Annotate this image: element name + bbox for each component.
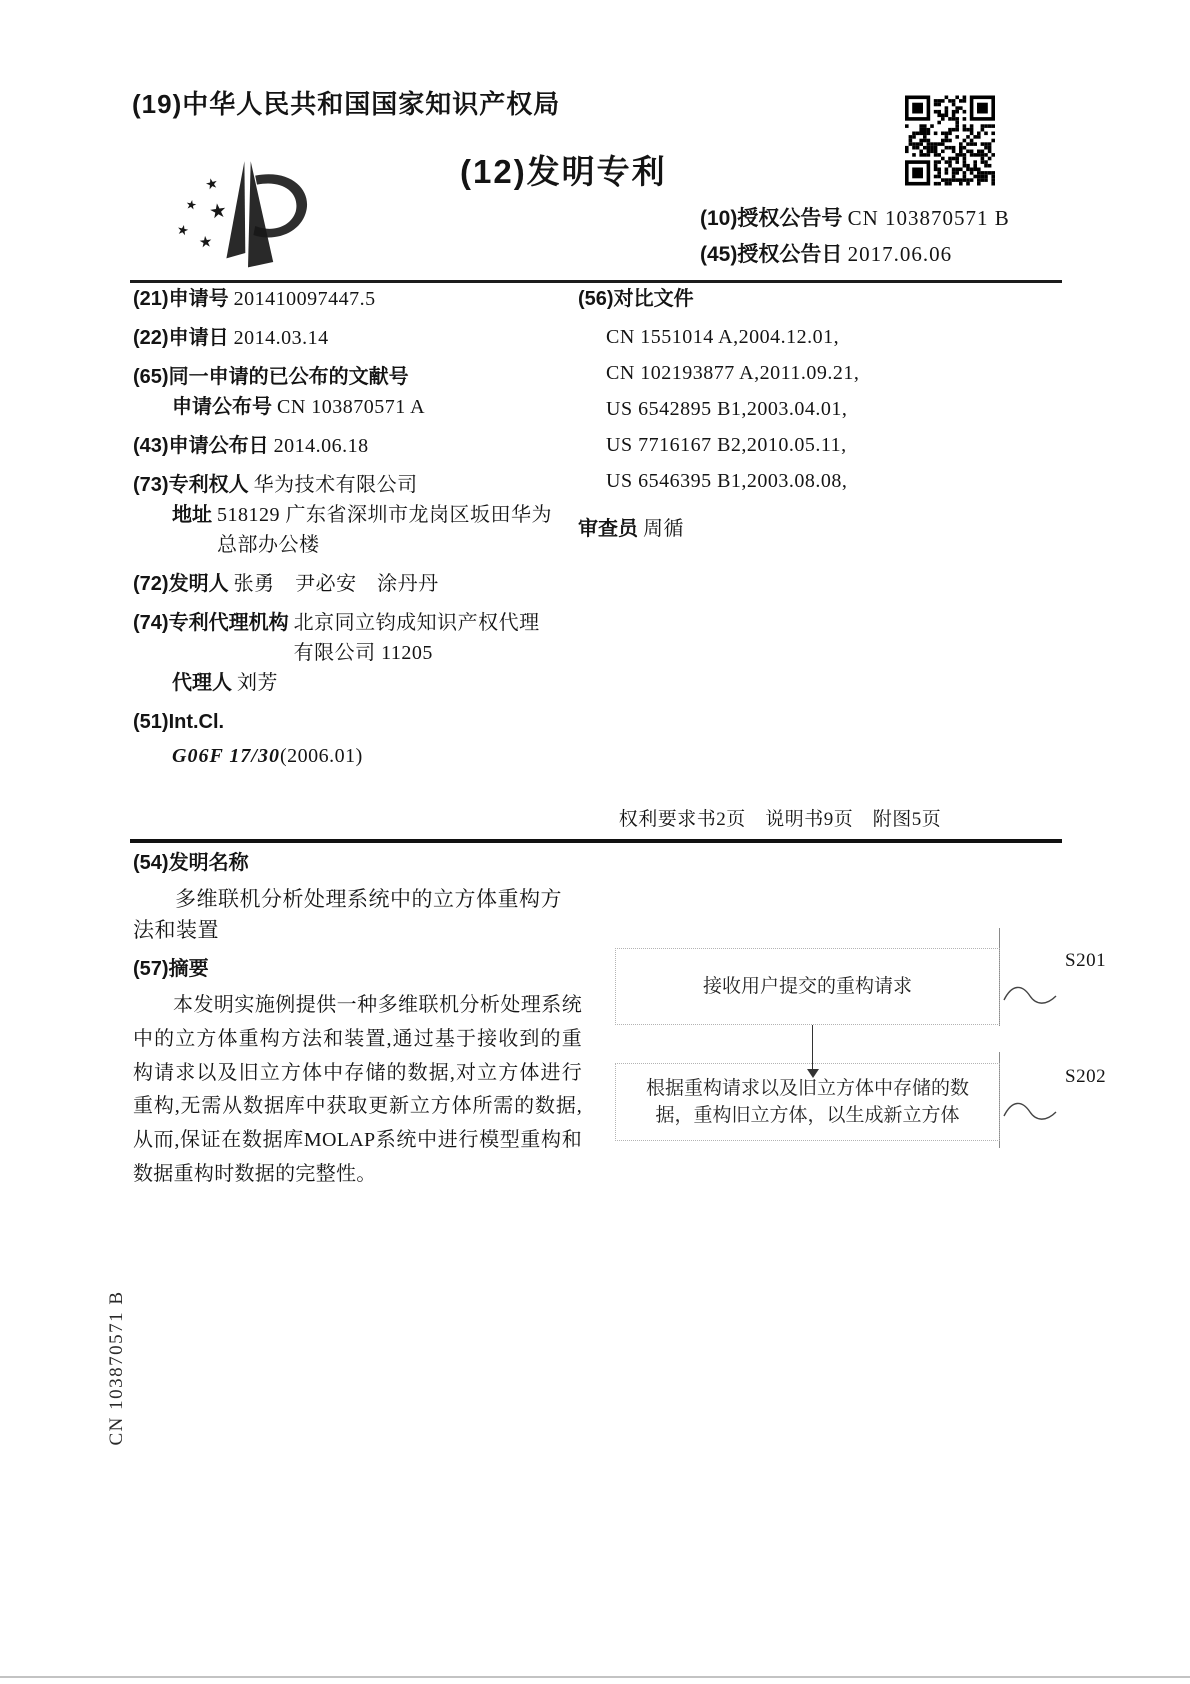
abstract-figure-flowchart [578, 940, 1158, 1170]
inventors-value: 张勇 尹必安 涂丹丹 [233, 573, 439, 595]
citation-item: CN 102193877 A,2011.09.21, [606, 362, 860, 384]
inventors-row [133, 569, 585, 599]
application-number-row [133, 284, 585, 314]
int-cl-version-value: (2006.01) [279, 745, 363, 767]
examiner-value: 周循 [643, 518, 684, 540]
svg-text:★: ★ [203, 175, 221, 194]
agency-row [133, 608, 585, 698]
agency-value: 北京同立钧成知识产权代理有限公司 11205 [293, 612, 540, 664]
qr-code-icon [905, 95, 995, 186]
header-divider [130, 280, 1062, 283]
svg-text:★: ★ [184, 197, 199, 213]
flow-step-1-box: 接收用户提交的重构请求 [615, 948, 1000, 1025]
application-date-row [133, 323, 585, 353]
prior-publication-label: (65)同一申请的已公布的文献号 [133, 366, 409, 388]
citation-item: US 7716167 B2,2010.05.11, [606, 434, 847, 456]
grant-date-label: (45)授权公告日 [700, 243, 843, 266]
application-publication-date-label: (43)申请公布日 [133, 435, 269, 457]
prior-publication-sub-label: 申请公布号 [172, 396, 272, 418]
document-type-title: (12)发明专利 [460, 153, 667, 190]
invention-title: 多维联机分析处理系统中的立方体重构方法和装置 [133, 887, 562, 942]
issuing-office: (19)中华人民共和国国家知识产权局 [132, 89, 561, 119]
grant-number-label: (10)授权公告号 [700, 207, 843, 230]
citation-item: US 6546395 B1,2003.08.08, [606, 470, 848, 492]
abstract-section-label: (57)摘要 [133, 958, 209, 980]
citation-item: CN 1551014 A,2004.12.01, [606, 326, 840, 348]
page-bottom-rule [0, 1676, 1190, 1678]
int-cl-row [133, 707, 585, 772]
grant-number-value: CN 103870571 B [847, 206, 1010, 230]
application-date-label: (22)申请日 [133, 327, 229, 349]
invention-section [133, 848, 585, 1192]
sidebar-document-id: CN 103870571 B [106, 1290, 127, 1446]
flow-step-2-box: 根据重构请求以及旧立方体中存储的数据，重构旧立方体，以生成新立方体 [615, 1063, 1000, 1141]
application-publication-date-value: 2014.06.18 [273, 435, 369, 457]
citations-list [578, 319, 1058, 499]
application-number-value: 201410097447.5 [233, 288, 376, 310]
application-date-value: 2014.03.14 [233, 327, 329, 349]
wave-connector-icon [1002, 982, 1060, 1010]
page-counts: 权利要求书2页 说明书9页 附图5页 [618, 809, 942, 830]
patentee-value: 华为技术有限公司 [253, 474, 418, 496]
application-publication-date-row [133, 431, 585, 461]
bibliographic-left-column [133, 284, 585, 772]
svg-text:★: ★ [198, 233, 214, 252]
agent-label: 代理人 [172, 672, 232, 694]
step2-reference-label: S202 [1065, 1066, 1107, 1087]
step1-reference-label: S201 [1065, 950, 1107, 971]
examiner-row [578, 511, 1058, 547]
int-cl-class-value: G06F 17/30 [172, 745, 280, 767]
citations-label: (56)对比文件 [578, 288, 694, 310]
application-number-label: (21)申请号 [133, 288, 229, 310]
address-label: 地址 [172, 504, 212, 526]
svg-text:★: ★ [175, 221, 191, 239]
patentee-label: (73)专利权人 [133, 474, 249, 496]
grant-publication-number-row [700, 202, 1010, 232]
grant-date-row [700, 238, 952, 268]
bibliographic-right-column [578, 284, 1058, 547]
sipo-logo-icon [158, 147, 338, 287]
wave-connector-icon [1002, 1098, 1060, 1126]
section-divider [130, 839, 1062, 843]
prior-publication-row [133, 362, 585, 422]
svg-text:★: ★ [207, 199, 229, 224]
citations-section [578, 284, 1058, 499]
prior-publication-sub-value: CN 103870571 A [277, 396, 426, 418]
agent-value: 刘芳 [237, 672, 278, 694]
address-value: 518129 广东省深圳市龙岗区坂田华为总部办公楼 [217, 504, 552, 556]
examiner-label: 审查员 [578, 518, 638, 540]
inventors-label: (72)发明人 [133, 573, 229, 595]
grant-date-value: 2017.06.06 [847, 242, 953, 266]
title-section-label: (54)发明名称 [133, 852, 249, 874]
int-cl-label: (51)Int.Cl. [133, 711, 225, 733]
agency-label: (74)专利代理机构 [133, 612, 289, 634]
citation-item: US 6542895 B1,2003.04.01, [606, 398, 848, 420]
abstract-text: 本发明实施例提供一种多维联机分析处理系统中的立方体重构方法和装置,通过基于接收到的重构请求以及旧立方体中存储的数据,对立方体进行重构,无需从数据库中获取更新立方体所需的数据,从而,保证在数据库MOLAP系统中进行模型重构和数据重构时数据的完整性。 [133, 994, 582, 1185]
patentee-row [133, 470, 585, 560]
